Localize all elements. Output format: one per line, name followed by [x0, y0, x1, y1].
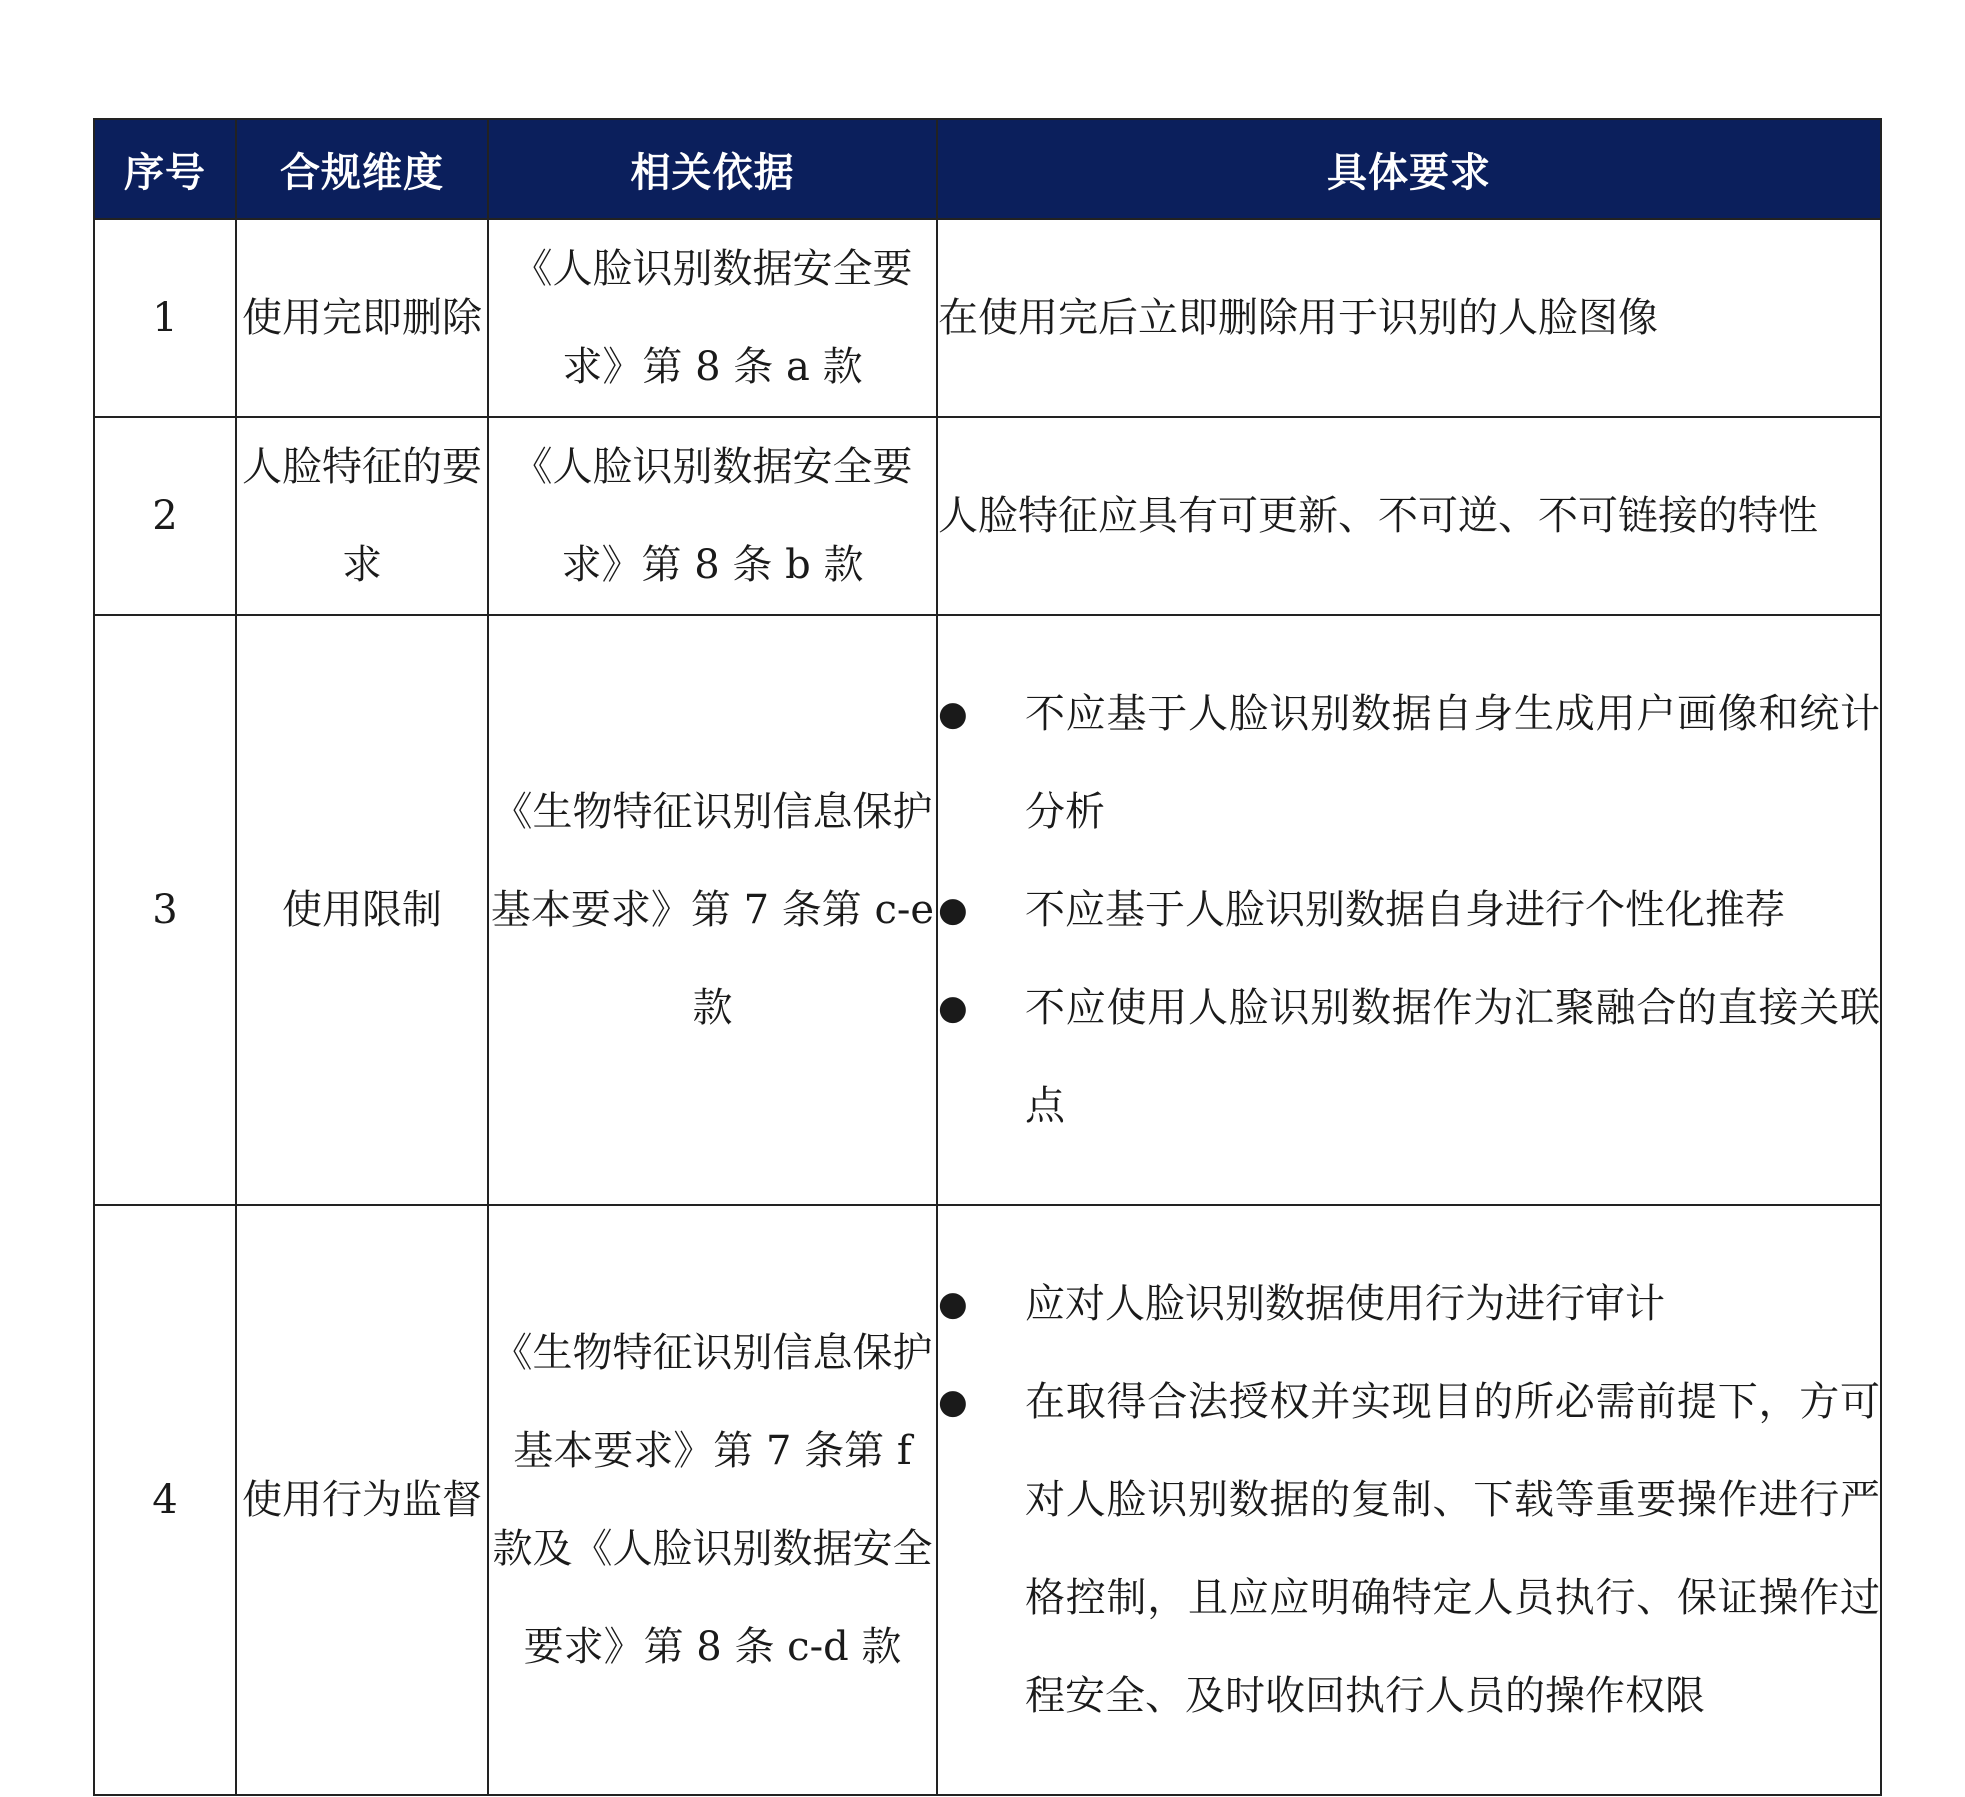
- legal-basis: 《生物特征识别信息保护基本要求》第 7 条第 f 款及《人脸识别数据安全要求》第 8 条 c-d 款: [488, 1205, 937, 1795]
- compliance-requirements-table: [93, 118, 1882, 1796]
- row-number: 4: [94, 1205, 236, 1795]
- table-header-row: [94, 119, 1881, 219]
- bullet-dot-icon: ●: [938, 1284, 968, 1324]
- bullet-dot-icon: ●: [938, 890, 968, 930]
- list-item: [938, 1255, 1880, 1353]
- requirement-list-cell: [937, 1205, 1881, 1795]
- compliance-dimension: 人脸特征的要求: [236, 417, 488, 615]
- row-number: 3: [94, 615, 236, 1205]
- compliance-dimension: 使用行为监督: [236, 1205, 488, 1795]
- requirement-text: 人脸特征应具有可更新、不可逆、不可链接的特性: [937, 417, 1881, 615]
- requirement-bullet-list: [938, 1255, 1880, 1745]
- list-item: [938, 665, 1880, 861]
- list-item: [938, 861, 1880, 959]
- legal-basis: 《人脸识别数据安全要求》第 8 条 b 款: [488, 417, 937, 615]
- header-requirement: 具体要求: [937, 119, 1881, 219]
- header-no: 序号: [94, 119, 236, 219]
- row-number: 2: [94, 417, 236, 615]
- row-number: 1: [94, 219, 236, 417]
- requirement-text: 应对人脸识别数据使用行为进行审计: [1025, 1281, 1665, 1327]
- requirement-text: 在取得合法授权并实现目的所必需前提下，方可对人脸识别数据的复制、下载等重要操作进行严格控制，且应应明确特定人员执行、保证操作过程安全、及时收回执行人员的操作权限: [1025, 1379, 1880, 1719]
- requirement-text: 不应基于人脸识别数据自身进行个性化推荐: [1025, 887, 1785, 933]
- table-row: [94, 615, 1881, 1205]
- compliance-dimension: 使用完即删除: [236, 219, 488, 417]
- legal-basis: 《生物特征识别信息保护基本要求》第 7 条第 c-e 款: [488, 615, 937, 1205]
- requirement-text: 不应使用人脸识别数据作为汇聚融合的直接关联点: [1025, 985, 1880, 1129]
- bullet-dot-icon: ●: [938, 694, 968, 734]
- table-row: [94, 1205, 1881, 1795]
- requirement-bullet-list: [938, 665, 1880, 1155]
- list-item: [938, 1353, 1880, 1745]
- requirement-list-cell: [937, 615, 1881, 1205]
- bullet-dot-icon: ●: [938, 988, 968, 1028]
- header-dimension: 合规维度: [236, 119, 488, 219]
- table-row: [94, 417, 1881, 615]
- legal-basis: 《人脸识别数据安全要求》第 8 条 a 款: [488, 219, 937, 417]
- list-item: [938, 959, 1880, 1155]
- table-row: [94, 219, 1881, 417]
- compliance-dimension: 使用限制: [236, 615, 488, 1205]
- header-basis: 相关依据: [488, 119, 937, 219]
- requirement-text: 不应基于人脸识别数据自身生成用户画像和统计分析: [1025, 691, 1880, 835]
- requirement-text: 在使用完后立即删除用于识别的人脸图像: [937, 219, 1881, 417]
- bullet-dot-icon: ●: [938, 1382, 968, 1422]
